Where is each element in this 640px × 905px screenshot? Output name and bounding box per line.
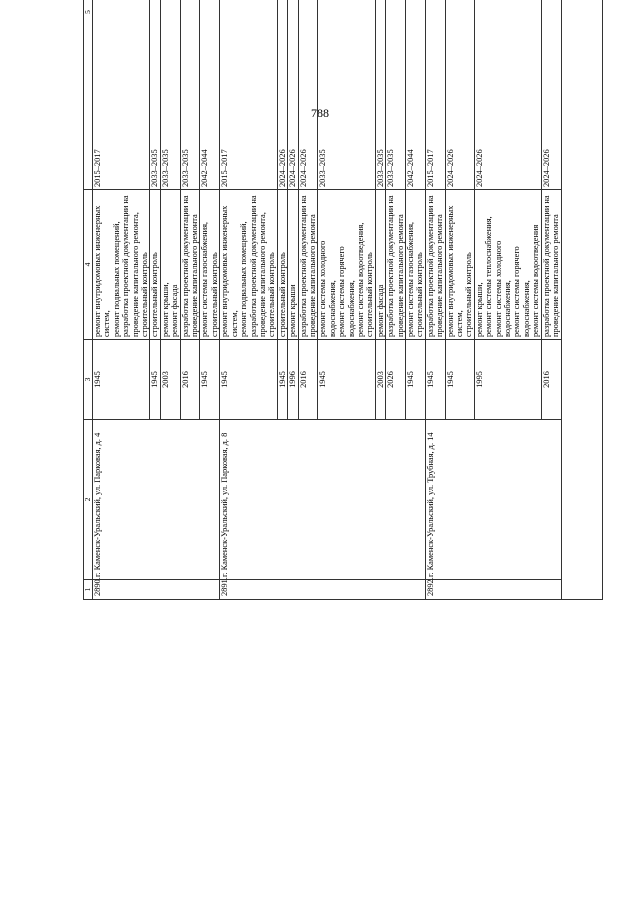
work-type-cell: строительный контроль [150, 190, 160, 340]
table-fill-row [561, 0, 602, 600]
period-cell: 2015–2017 [93, 0, 150, 190]
work-type-cell: разработка проектной документации на проведение капитального ремонта [541, 190, 561, 340]
header-cell: 5 [84, 0, 93, 190]
work-type-cell: разработка проектной документации на проведение капитального ремонта [425, 190, 445, 340]
year-cell: 1945 [445, 340, 474, 420]
rotated-table-wrapper [83, 0, 603, 600]
work-type-cell: разработка проектной документации на проведение капитального ремонта [298, 190, 318, 340]
work-type-cell: ремонт крыши [288, 190, 298, 340]
year-cell: 1996 [288, 340, 298, 420]
period-cell: 2033–2035 [160, 0, 180, 190]
table-row [425, 0, 445, 600]
period-cell: 2015–2017 [425, 0, 445, 190]
period-cell: 2033–2035 [180, 0, 200, 190]
work-type-cell: ремонт крыши, ремонт фасада [160, 190, 180, 340]
page-number: 788 [311, 106, 329, 120]
period-cell: 2033–2035 [150, 0, 160, 190]
header-cell: 2 [84, 420, 93, 580]
period-cell: 2024–2026 [298, 0, 318, 190]
period-cell: 2024–2026 [277, 0, 287, 190]
header-cell: 1 [84, 580, 93, 600]
period-cell: 2015–2017 [220, 0, 277, 190]
year-cell: 1945 [406, 340, 426, 420]
work-type-cell: разработка проектной документации на проведение капитального ремонта [180, 190, 200, 340]
period-cell: 2033–2035 [318, 0, 375, 190]
period-cell: 2024–2026 [288, 0, 298, 190]
row-number-cell: 2891. [220, 580, 426, 600]
period-cell: 2024–2026 [474, 0, 541, 190]
year-cell: 1945 [425, 340, 445, 420]
period-cell: 2024–2026 [445, 0, 474, 190]
year-cell: 1945 [318, 340, 375, 420]
work-type-cell: строительный контроль [277, 190, 287, 340]
year-cell: 2016 [298, 340, 318, 420]
year-cell: 1945 [150, 340, 160, 420]
period-cell: 2042–2044 [200, 0, 220, 190]
period-cell: 2024–2026 [541, 0, 561, 190]
work-type-cell: разработка проектной документации на проведение капитального ремонта [386, 190, 406, 340]
table-body [84, 0, 603, 600]
header-cell: 4 [84, 190, 93, 340]
year-cell: 1945 [277, 340, 287, 420]
table-container [83, 10, 603, 845]
address-cell: г. Каменск-Уральский, ул. Парковая, д. 8 [220, 420, 426, 580]
year-cell: 2003 [375, 340, 385, 420]
year-cell: 2016 [541, 340, 561, 420]
period-cell: 2033–2035 [386, 0, 406, 190]
year-cell: 2003 [160, 340, 180, 420]
period-cell: 2033–2035 [375, 0, 385, 190]
work-type-cell: ремонт системы холодного водоснабжения, ремонт системы горячего водоснабжения, ремонт системы водоотведения, строительный контроль [318, 190, 375, 340]
work-type-cell: ремонт крыши, ремонт системы теплоснабжения, ремонт системы холодного водоснабжения, ремонт системы горячего водоснабжения, ремонт системы водоотведения [474, 190, 541, 340]
year-cell: 1995 [474, 340, 541, 420]
work-type-cell: ремонт системы газоснабжения, строительный контроль [406, 190, 426, 340]
year-cell: 1945 [220, 340, 277, 420]
period-cell: 2042–2044 [406, 0, 426, 190]
work-type-cell: ремонт системы газоснабжения, строительный контроль [200, 190, 220, 340]
repair-schedule-table [83, 0, 603, 600]
work-type-cell: ремонт внутридомовых инженерных систем, ремонт подвальных помещений, разработка проектной документации на проведение капитального ремонта, строительный контроль [220, 190, 277, 340]
year-cell: 2016 [180, 340, 200, 420]
year-cell: 1945 [93, 340, 150, 420]
row-number-cell: 2892. [425, 580, 561, 600]
row-number-cell: 2890. [93, 580, 220, 600]
work-type-cell: ремонт фасада [375, 190, 385, 340]
work-type-cell: ремонт внутридомовых инженерных систем, ремонт подвальных помещений, разработка проектной документации на проведение капитального ремонта, строительный контроль [93, 190, 150, 340]
address-cell: г. Каменск-Уральский, ул. Трубная, д. 14 [425, 420, 561, 580]
header-cell: 3 [84, 340, 93, 420]
address-cell: г. Каменск-Уральский, ул. Парковая, д. 4 [93, 420, 220, 580]
header-row [84, 0, 93, 600]
work-type-cell: ремонт внутридомовых инженерных систем, строительный контроль [445, 190, 474, 340]
year-cell: 2026 [386, 340, 406, 420]
year-cell: 1945 [200, 340, 220, 420]
table-fill-cell [561, 0, 602, 600]
